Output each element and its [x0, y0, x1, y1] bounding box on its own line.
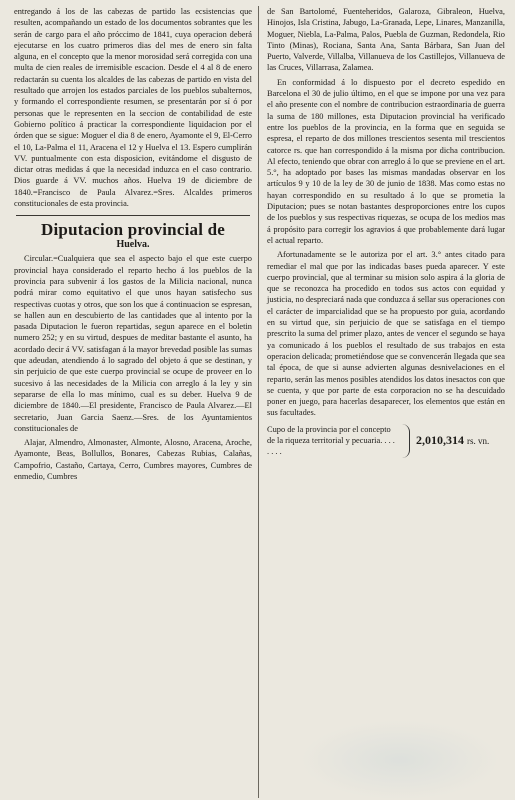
left-column	[14, 6, 259, 798]
brace-bracket	[399, 424, 410, 458]
intro-paragraph: entregando á los de las cabezas de partido las ecsistencias que resulten, acompañando un estado de los documentos sobrantes que les serán de cargo para el año próccimo de 1841, cuya operacion deberá ejecutarse en los cuatro primeros dias del mes de enero sin falta alguna, en el concepto que la menor morosidad será corregida con una multa de cien reales de irremisible escacion. Desde el 4 al 8 de enero redactarán su cuenta los alcaldes de las cabezas de partido en vista del resultado que arrojen los estados parciales de los pueblos subalternos, y formando el correspondiente resumen, se presentarán por sí ó por personas que le representen en la seccion de contabilidad de este Gobierno político á practicar la correspondiente liquidacion por el órden que se sigue: Moguer el dia 8 de enero, Ayamonte el 9, El-Cerro el 10, La-Palma el 11, Aracena el 12 y Huelva el 13. Espero cumplirán VV. puntualmente con esta disposicion, evitándome el disgusto de dictar otras medidas á que la necesidad induzca en el caso contrario. Dios guarde á VV. muchos años. Huelva 19 de diciembre de 1840.=Francisco de Paula Alvarez.=Sres. Alcaldes primeros constitucionales de esta provincia.	[14, 7, 252, 209]
circular-paragraph: Circular.=Cualquiera que sea el aspecto bajo el que este cuerpo provincial haya considerado el reparto hecho á los pueblos de la provincia para subvenir á los gastos de la Milicia nacional, nunca podrá mirar como equitativo el que unos hayan satisfecho sus respectivas cuotas y otros, que son los que á continuacion se espresan, se hallen aun en descubierto de las cantidades que al intento por la pasada Diputacion le fueron repartidas, segun aparece en el boletin numero 252; y en su virtud, despues de meditar bastante el asunto, ha acordado decir á VV. satisfagan á la mayor brevedad posible las sumas que adeudan, atendiendo á lo sagrado del objeto á que se destinan, y sin perjuicio de que este cuerpo provincial se ocupe de proveer en lo sucesivo á las necesidades de la Milicia con arreglo á la ley y sin separarse de ella lo mas mínimo, cual es su deber. Huelva 9 de diciembre de 1840.—El presidente, Francisco de Paula Alvarez.—El secretario, Juan Garcia Saenz.—Sres. de los Ayuntamientos constitucionales de	[14, 254, 252, 433]
towns-list-continued: de San Bartolomé, Fuenteheridos, Galaroza, Gibraleon, Huelva, Hinojos, Isla Cristina, Jabugo, La-Granada, Lepe, Linares, Manzanilla, Moguer, Niebla, La-Palma, Palos, Puebla de Guzman, Redondela, Rio Tinto (Minas), Rociana, Santa Ana, Santa Bárbara, San Juan del Puerto, Valverde, Villalba, Villanueva de los Castillejos, Villanueva de las Cruces, Villarrasa, Zalamea.	[267, 7, 505, 73]
quota-amount-cell	[416, 433, 489, 448]
quota-row	[267, 424, 505, 458]
quota-label: Cupo de la provincia por el concepto de la riqueza territorial y pecuaria. . . . . . . .	[267, 424, 395, 457]
quota-label-cell	[267, 424, 399, 458]
quota-unit: rs. vn.	[467, 436, 490, 447]
section-subtitle: Huelva.	[116, 239, 150, 251]
right-column	[259, 6, 505, 798]
paragraph-decree: En conformidad á lo dispuesto por el decreto espedido en Barcelona el 30 de julio último, en el que se impone por una vez para el año presente con el nombre de contribucion estraordinaria de guerra la suma de 180 millones, esta Diputacion provincial ha verificado entre los pueblos de la provincia, en la forma que en seguida se espresa, el reparto de dos millones trescientos sesenta mil trescientos catorce rs. que han correspondido á la misma por dicha contribucion. Al efecto, teniendo que obrar con arreglo á lo que se previene en el art. 5.°, ha adoptado por bases las mismas mandadas observar en los artículos 9 y 10 de la ley de 30 de junio de 1838. Mas como estas no hayan correspondido en su resultado á lo que se prometia la Diputacion; pues se notan bastantes desproporciones entre los cupos de los pueblos y sus respectivas riquezas, se ocupa de los medios mas á propósito para corregir los agravios á que probablemente dará lugar el actual reparto.	[267, 77, 505, 245]
section-divider	[16, 215, 250, 216]
quota-amount: 2,010,314	[416, 433, 464, 448]
towns-list: Alajar, Almendro, Almonaster, Almonte, Alosno, Aracena, Aroche, Ayamonte, Beas, Bollullos, Bonares, Cabezas Rubias, Calañas, Campofrio, Castaño, Cartaya, Cerro, Cumbres mayores, Cumbres de enmedio, Cumbres	[14, 438, 252, 481]
paragraph-fortunately: Afortunadamente se le autoriza por el art. 3.° antes citado para remediar el mal que por las indicadas bases pueda aparecer. Y este cuerpo provincial, que al terminar su mision solo aspira á la gloria de que se reconozca ha procedido en todos sus actos con equidad y justicia, no despreciará nada que conduzca á sellar sus operaciones con el carácter de imparcialidad que se ha propuesto por guia, acordando en su virtud que, sin perjuicio de que se satisfaga en el tiempo prescrito la suma del primer plazo, antes de vencer el segundo se haya ya comunicado á los pueblos el resultado de sus trabajos en esta operacion delicada; prometiéndose que se convencerán llegada que sea tal época, de que si aunse advierten algunas desnivelaciones en el reparto, serán las menos posibles atendidos los datos inesactos con que se cuenta, y que por parte de esta corporacion no se ha descuidado poner en juego, para hacerlas desaparecer, los elementos que están en sus facultades.	[267, 250, 505, 418]
two-column-layout	[14, 6, 505, 798]
section-title: Diputacion provincial de	[41, 220, 225, 240]
